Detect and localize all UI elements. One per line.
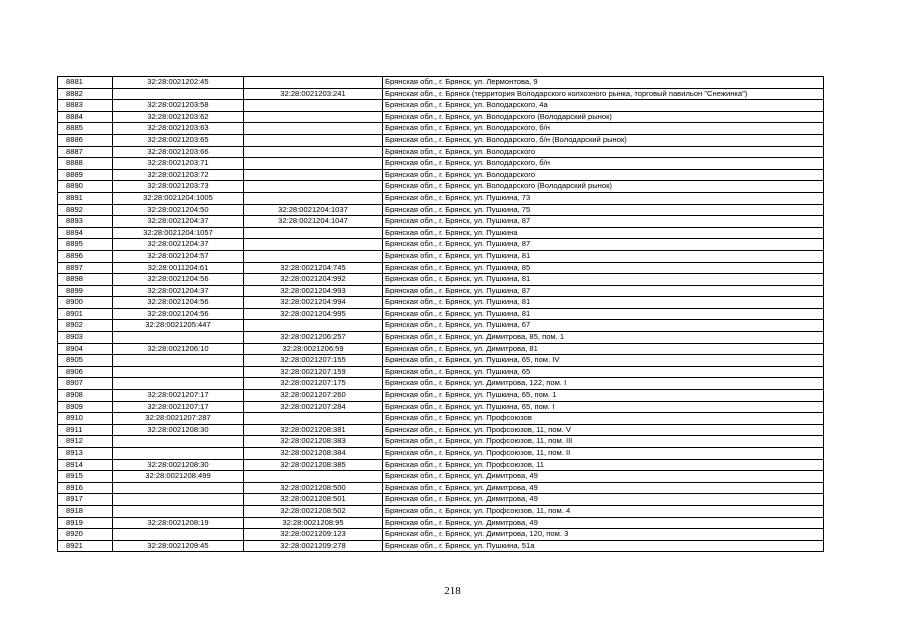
building-number-cell <box>244 146 383 158</box>
address-cell: Брянская обл., г. Брянск, ул. Димитрова, 49 <box>383 471 824 483</box>
building-number-cell: 32:28:0021203:241 <box>244 88 383 100</box>
building-number-cell: 32:28:0021206:257 <box>244 332 383 344</box>
parcel-number-cell <box>113 436 244 448</box>
address-cell: Брянская обл., г. Брянск, ул. Володарского (Володарский рынок) <box>383 111 824 123</box>
row-number-cell: 8905 <box>58 355 113 367</box>
building-number-cell: 32:28:0021204:993 <box>244 285 383 297</box>
row-number-cell: 8913 <box>58 448 113 460</box>
building-number-cell: 32:28:0021207:260 <box>244 390 383 402</box>
row-number-cell: 8903 <box>58 332 113 344</box>
parcel-number-cell: 32:28:0021208:19 <box>113 517 244 529</box>
address-cell: Брянская обл., г. Брянск, ул. Димитрова, 49 <box>383 494 824 506</box>
parcel-number-cell <box>113 448 244 460</box>
table-row <box>58 390 824 402</box>
row-number-cell: 8915 <box>58 471 113 483</box>
building-number-cell: 32:28:0021204:1037 <box>244 204 383 216</box>
cadastral-table-body <box>58 77 824 552</box>
parcel-number-cell: 32:28:0021207:17 <box>113 401 244 413</box>
row-number-cell: 8894 <box>58 227 113 239</box>
table-row <box>58 227 824 239</box>
address-cell: Брянская обл., г. Брянск, ул. Пушкина, 87 <box>383 285 824 297</box>
row-number-cell: 8898 <box>58 274 113 286</box>
building-number-cell <box>244 158 383 170</box>
table-row <box>58 169 824 181</box>
row-number-cell: 8895 <box>58 239 113 251</box>
building-number-cell: 32:28:0021204:994 <box>244 297 383 309</box>
table-row <box>58 77 824 89</box>
parcel-number-cell: 32:28:0021204:37 <box>113 216 244 228</box>
table-row <box>58 88 824 100</box>
address-cell: Брянская обл., г. Брянск, ул. Пушкина, 65, пом. 1 <box>383 390 824 402</box>
parcel-number-cell: 32:28:0021203:66 <box>113 146 244 158</box>
building-number-cell: 32:28:0021208:383 <box>244 436 383 448</box>
address-cell: Брянская обл., г. Брянск, ул. Димитрова, 49 <box>383 517 824 529</box>
row-number-cell: 8918 <box>58 505 113 517</box>
row-number-cell: 8893 <box>58 216 113 228</box>
building-number-cell <box>244 123 383 135</box>
row-number-cell: 8908 <box>58 390 113 402</box>
address-cell: Брянская обл., г. Брянск, ул. Профсоюзов, 11, пом. III <box>383 436 824 448</box>
building-number-cell <box>244 134 383 146</box>
table-row <box>58 343 824 355</box>
parcel-number-cell: 32:28:0021208:30 <box>113 424 244 436</box>
row-number-cell: 8900 <box>58 297 113 309</box>
row-number-cell: 8914 <box>58 459 113 471</box>
building-number-cell: 32:28:0021204:992 <box>244 274 383 286</box>
row-number-cell: 8919 <box>58 517 113 529</box>
page-number: 218 <box>444 585 461 597</box>
table-row <box>58 216 824 228</box>
parcel-number-cell: 32:28:0021203:58 <box>113 100 244 112</box>
row-number-cell: 8884 <box>58 111 113 123</box>
table-row <box>58 436 824 448</box>
parcel-number-cell <box>113 366 244 378</box>
row-number-cell: 8888 <box>58 158 113 170</box>
parcel-number-cell <box>113 88 244 100</box>
building-number-cell: 32:28:0021208:385 <box>244 459 383 471</box>
building-number-cell <box>244 169 383 181</box>
parcel-number-cell: 32:28:0021204:57 <box>113 250 244 262</box>
address-cell: Брянская обл., г. Брянск, ул. Лермонтова, 9 <box>383 77 824 89</box>
address-cell: Брянская обл., г. Брянск, ул. Димитрова, 120, пом. 3 <box>383 529 824 541</box>
address-cell: Брянская обл., г. Брянск, ул. Володарского, б/н <box>383 158 824 170</box>
building-number-cell: 32:28:0021208:502 <box>244 505 383 517</box>
address-cell: Брянская обл., г. Брянск, ул. Димитрова, 81 <box>383 343 824 355</box>
address-cell: Брянская обл., г. Брянск, ул. Пушкина, 81 <box>383 308 824 320</box>
address-cell: Брянская обл., г. Брянск, ул. Пушкина, 81 <box>383 274 824 286</box>
parcel-number-cell: 32:28:0021205:447 <box>113 320 244 332</box>
address-cell: Брянская обл., г. Брянск, ул. Володарского <box>383 146 824 158</box>
building-number-cell <box>244 181 383 193</box>
parcel-number-cell <box>113 494 244 506</box>
table-row <box>58 529 824 541</box>
parcel-number-cell: 32:28:0021204:37 <box>113 239 244 251</box>
address-cell: Брянская обл., г. Брянск, ул. Пушкина, 65, пом. I <box>383 401 824 413</box>
address-cell: Брянская обл., г. Брянск, ул. Пушкина, 81 <box>383 250 824 262</box>
row-number-cell: 8920 <box>58 529 113 541</box>
table-row <box>58 134 824 146</box>
table-row <box>58 505 824 517</box>
building-number-cell <box>244 320 383 332</box>
address-cell: Брянская обл., г. Брянск, ул. Пушкина, 87 <box>383 239 824 251</box>
parcel-number-cell: 32:28:0021202:45 <box>113 77 244 89</box>
table-row <box>58 181 824 193</box>
row-number-cell: 8887 <box>58 146 113 158</box>
table-row <box>58 332 824 344</box>
parcel-number-cell: 32:28:0021208:499 <box>113 471 244 483</box>
parcel-number-cell: 32:28:0021206:10 <box>113 343 244 355</box>
address-cell: Брянская обл., г. Брянск, ул. Пушкина, 87 <box>383 216 824 228</box>
parcel-number-cell: 32:28:0021203:73 <box>113 181 244 193</box>
parcel-number-cell <box>113 378 244 390</box>
building-number-cell: 32:28:0021209:278 <box>244 540 383 552</box>
table-row <box>58 146 824 158</box>
parcel-number-cell: 32:28:0021208:30 <box>113 459 244 471</box>
address-cell: Брянская обл., г. Брянск, ул. Володарского, б/н <box>383 123 824 135</box>
table-row <box>58 204 824 216</box>
building-number-cell: 32:28:0021209:123 <box>244 529 383 541</box>
address-cell: Брянская обл., г. Брянск, ул. Профсоюзов, 11, пом. II <box>383 448 824 460</box>
parcel-number-cell: 32:28:0021204:56 <box>113 308 244 320</box>
address-cell: Брянская обл., г. Брянск, ул. Пушкина, 51а <box>383 540 824 552</box>
building-number-cell: 32:28:0021207:155 <box>244 355 383 367</box>
parcel-number-cell: 32:28:0021204:1057 <box>113 227 244 239</box>
building-number-cell: 32:28:0021204:745 <box>244 262 383 274</box>
table-row <box>58 366 824 378</box>
building-number-cell: 32:28:0021207:175 <box>244 378 383 390</box>
table-row <box>58 424 824 436</box>
parcel-number-cell: 32:28:0021204:37 <box>113 285 244 297</box>
address-cell: Брянская обл., г. Брянск, ул. Профсоюзов, 11, пом. 4 <box>383 505 824 517</box>
table-row <box>58 308 824 320</box>
row-number-cell: 8897 <box>58 262 113 274</box>
address-cell: Брянская обл., г. Брянск, ул. Пушкина, 85 <box>383 262 824 274</box>
parcel-number-cell: 32:28:0021204:56 <box>113 274 244 286</box>
table-row <box>58 494 824 506</box>
table-row <box>58 239 824 251</box>
row-number-cell: 8885 <box>58 123 113 135</box>
address-cell: Брянская обл., г. Брянск, ул. Пушкина, 65 <box>383 366 824 378</box>
building-number-cell: 32:28:0021208:95 <box>244 517 383 529</box>
row-number-cell: 8902 <box>58 320 113 332</box>
table-row <box>58 285 824 297</box>
table-row <box>58 192 824 204</box>
address-cell: Брянская обл., г. Брянск, ул. Пушкина, 75 <box>383 204 824 216</box>
building-number-cell: 32:28:0021204:995 <box>244 308 383 320</box>
parcel-number-cell: 32:28:0021209:45 <box>113 540 244 552</box>
parcel-number-cell: 32:28:0021203:63 <box>113 123 244 135</box>
parcel-number-cell: 32:28:0021203:65 <box>113 134 244 146</box>
building-number-cell <box>244 227 383 239</box>
row-number-cell: 8889 <box>58 169 113 181</box>
row-number-cell: 8906 <box>58 366 113 378</box>
row-number-cell: 8886 <box>58 134 113 146</box>
parcel-number-cell <box>113 505 244 517</box>
building-number-cell <box>244 77 383 89</box>
address-cell: Брянская обл., г. Брянск, ул. Димитрова, 122, пом. I <box>383 378 824 390</box>
building-number-cell: 32:28:0021208:384 <box>244 448 383 460</box>
building-number-cell <box>244 239 383 251</box>
table-row <box>58 297 824 309</box>
address-cell: Брянская обл., г. Брянск, ул. Пушкина, 73 <box>383 192 824 204</box>
parcel-number-cell: 32:28:0021203:71 <box>113 158 244 170</box>
row-number-cell: 8881 <box>58 77 113 89</box>
table-row <box>58 355 824 367</box>
table-row <box>58 517 824 529</box>
address-cell: Брянская обл., г. Брянск, ул. Пушкина, 81 <box>383 297 824 309</box>
building-number-cell <box>244 471 383 483</box>
address-cell: Брянская обл., г. Брянск (территория Володарского колхозного рынка, торговый павильон "Снежинка") <box>383 88 824 100</box>
building-number-cell: 32:28:0021207:159 <box>244 366 383 378</box>
table-row <box>58 274 824 286</box>
building-number-cell: 32:28:0021207:284 <box>244 401 383 413</box>
table-row <box>58 540 824 552</box>
row-number-cell: 8883 <box>58 100 113 112</box>
table-row <box>58 471 824 483</box>
parcel-number-cell: 32:28:0021203:72 <box>113 169 244 181</box>
row-number-cell: 8899 <box>58 285 113 297</box>
address-cell: Брянская обл., г. Брянск, ул. Володарского (Володарский рынок) <box>383 181 824 193</box>
row-number-cell: 8890 <box>58 181 113 193</box>
row-number-cell: 8909 <box>58 401 113 413</box>
building-number-cell <box>244 192 383 204</box>
address-cell: Брянская обл., г. Брянск, ул. Профсоюзов, 11 <box>383 459 824 471</box>
parcel-number-cell: 32:28:0021207:287 <box>113 413 244 425</box>
row-number-cell: 8916 <box>58 482 113 494</box>
parcel-number-cell <box>113 482 244 494</box>
building-number-cell <box>244 100 383 112</box>
address-cell: Брянская обл., г. Брянск, ул. Володарского, 4а <box>383 100 824 112</box>
table-row <box>58 262 824 274</box>
row-number-cell: 8891 <box>58 192 113 204</box>
building-number-cell <box>244 111 383 123</box>
building-number-cell: 32:28:0021208:381 <box>244 424 383 436</box>
row-number-cell: 8910 <box>58 413 113 425</box>
parcel-number-cell: 32:28:0021203:62 <box>113 111 244 123</box>
table-row <box>58 250 824 262</box>
table-row <box>58 100 824 112</box>
building-number-cell <box>244 413 383 425</box>
address-cell: Брянская обл., г. Брянск, ул. Пушкина, 67 <box>383 320 824 332</box>
parcel-number-cell <box>113 355 244 367</box>
building-number-cell: 32:28:0021206:59 <box>244 343 383 355</box>
row-number-cell: 8917 <box>58 494 113 506</box>
parcel-number-cell <box>113 529 244 541</box>
table-row <box>58 401 824 413</box>
table-row <box>58 111 824 123</box>
table-row <box>58 448 824 460</box>
table-row <box>58 158 824 170</box>
building-number-cell: 32:28:0021208:501 <box>244 494 383 506</box>
parcel-number-cell <box>113 332 244 344</box>
address-cell: Брянская обл., г. Брянск, ул. Пушкина, 65, пом. IV <box>383 355 824 367</box>
row-number-cell: 8911 <box>58 424 113 436</box>
address-cell: Брянская обл., г. Брянск, ул. Володарского <box>383 169 824 181</box>
row-number-cell: 8907 <box>58 378 113 390</box>
row-number-cell: 8882 <box>58 88 113 100</box>
table-row <box>58 378 824 390</box>
parcel-number-cell: 32:28:0011204:61 <box>113 262 244 274</box>
row-number-cell: 8904 <box>58 343 113 355</box>
address-cell: Брянская обл., г. Брянск, ул. Пушкина <box>383 227 824 239</box>
building-number-cell <box>244 250 383 262</box>
address-cell: Брянская обл., г. Брянск, ул. Профсоюзов <box>383 413 824 425</box>
table-row <box>58 459 824 471</box>
table-row <box>58 123 824 135</box>
table-row <box>58 482 824 494</box>
address-cell: Брянская обл., г. Брянск, ул. Димитрова, 49 <box>383 482 824 494</box>
parcel-number-cell: 32:28:0021204:50 <box>113 204 244 216</box>
row-number-cell: 8896 <box>58 250 113 262</box>
row-number-cell: 8901 <box>58 308 113 320</box>
address-cell: Брянская обл., г. Брянск, ул. Володарского, б/н (Володарский рынок) <box>383 134 824 146</box>
cadastral-table <box>57 76 824 552</box>
table-row <box>58 413 824 425</box>
row-number-cell: 8892 <box>58 204 113 216</box>
address-cell: Брянская обл., г. Брянск, ул. Димитрова, 85, пом. 1 <box>383 332 824 344</box>
table-row <box>58 320 824 332</box>
building-number-cell: 32:28:0021208:500 <box>244 482 383 494</box>
row-number-cell: 8921 <box>58 540 113 552</box>
parcel-number-cell: 32:28:0021204:1005 <box>113 192 244 204</box>
building-number-cell: 32:28:0021204:1047 <box>244 216 383 228</box>
parcel-number-cell: 32:28:0021207:17 <box>113 390 244 402</box>
address-cell: Брянская обл., г. Брянск, ул. Профсоюзов, 11, пом. V <box>383 424 824 436</box>
row-number-cell: 8912 <box>58 436 113 448</box>
parcel-number-cell: 32:28:0021204:56 <box>113 297 244 309</box>
